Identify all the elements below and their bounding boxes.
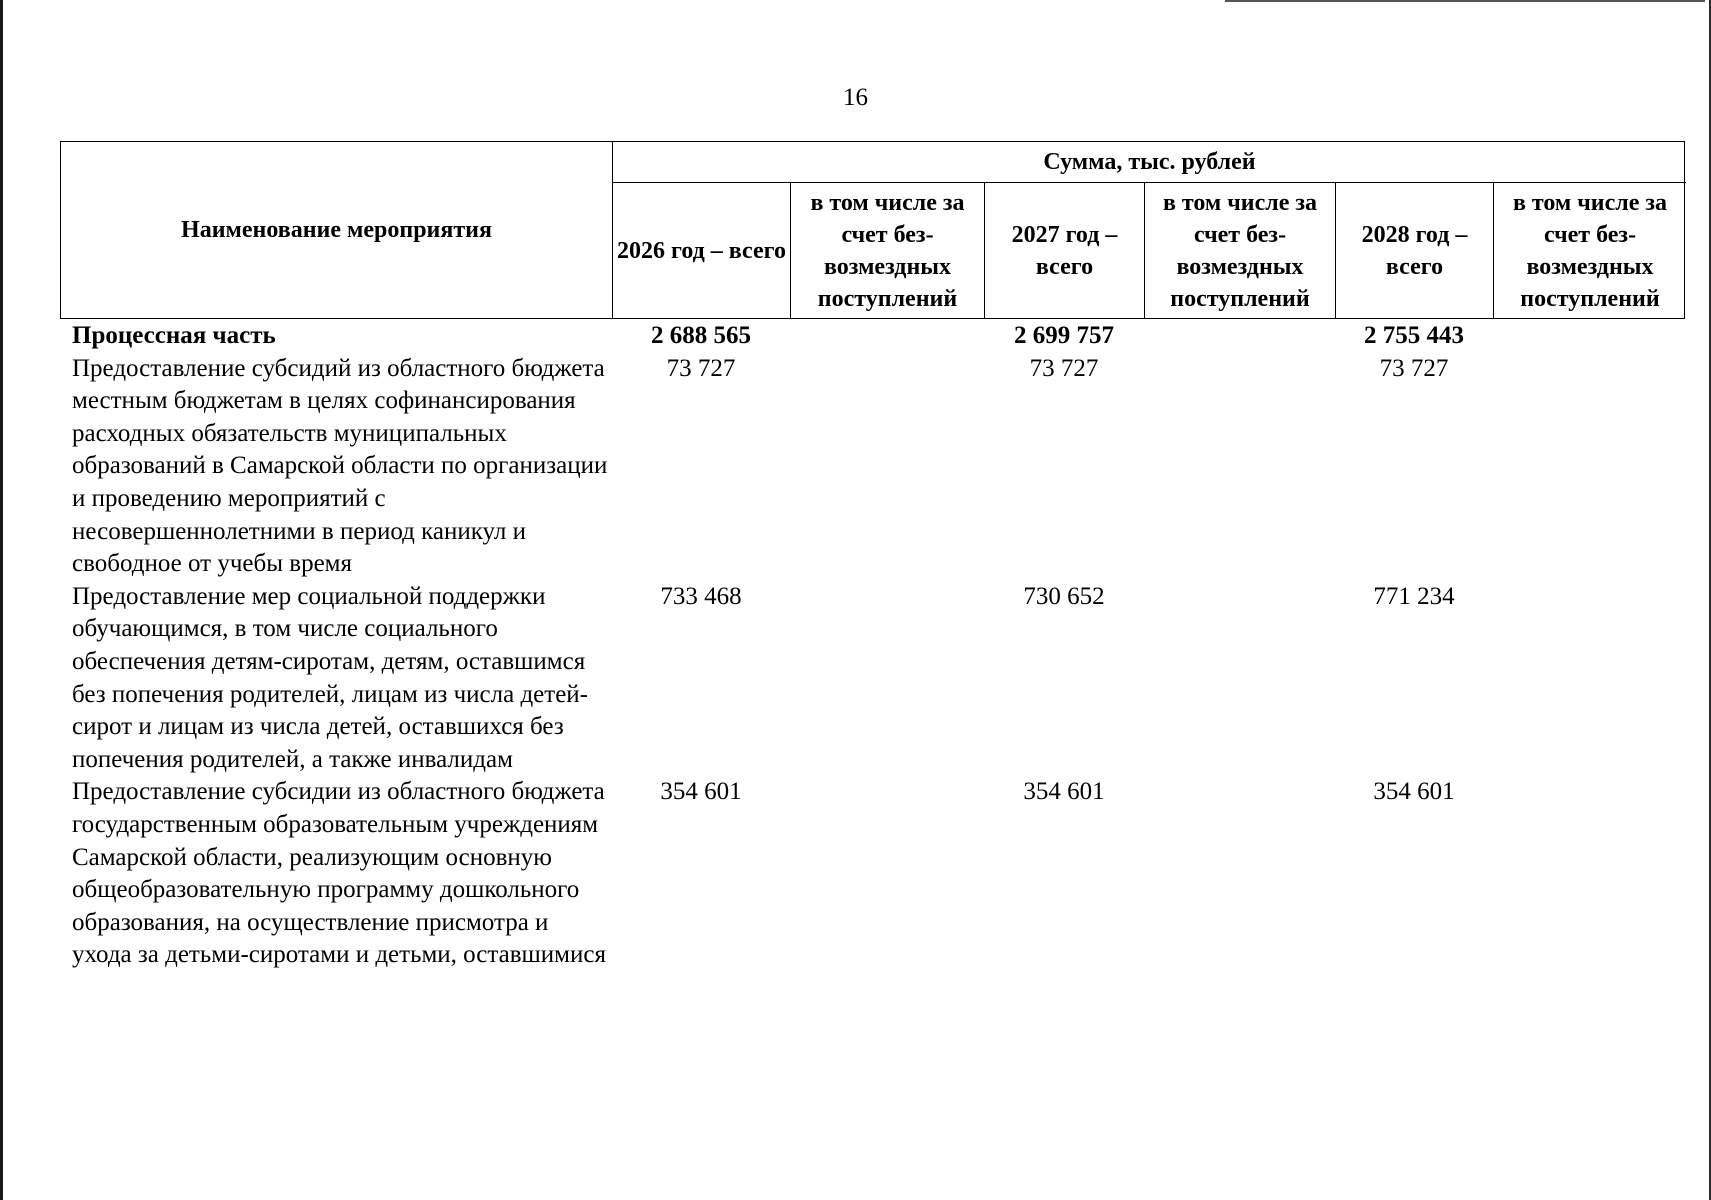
table-row xyxy=(60,776,1685,972)
header-2028-total: 2028 год – всего xyxy=(1336,183,1494,318)
page-number: 16 xyxy=(843,84,868,111)
cell-2028-gratuitous xyxy=(1493,776,1685,972)
cell-2027-gratuitous xyxy=(1144,320,1335,353)
cell-2028-gratuitous xyxy=(1493,581,1685,777)
table-row xyxy=(60,320,1685,353)
cell-2028-gratuitous xyxy=(1493,320,1685,353)
table-header xyxy=(60,141,1685,319)
header-2026-total: 2026 год – всего xyxy=(613,183,791,318)
cell-2028-total: 2 755 443 xyxy=(1364,322,1464,349)
header-2026-gratuitous: в том числе за счет без-возмездных поступлений xyxy=(791,183,985,318)
cell-2028-total: 354 601 xyxy=(1373,778,1455,806)
cell-2027-total: 730 652 xyxy=(1023,582,1105,610)
cell-2026-gratuitous xyxy=(790,353,984,581)
header-sum-group: Сумма, тыс. рублей xyxy=(613,142,1686,183)
cell-2026-total: 733 468 xyxy=(660,582,742,610)
cell-2027-total: 73 727 xyxy=(1029,354,1099,382)
cell-2026-total: 2 688 565 xyxy=(651,322,751,349)
cell-2027-total: 354 601 xyxy=(1023,778,1105,806)
cell-2026-total: 73 727 xyxy=(666,354,736,382)
cell-2027-total: 2 699 757 xyxy=(1014,322,1114,349)
header-2027-total: 2027 год – всего xyxy=(985,183,1145,318)
cell-2026-gratuitous xyxy=(790,776,984,972)
cell-2028-total: 771 234 xyxy=(1373,582,1455,610)
header-activity-name: Наименование мероприятия xyxy=(61,142,613,318)
table-body xyxy=(60,320,1685,972)
cell-2028-total: 73 727 xyxy=(1379,354,1449,382)
cell-2027-gratuitous xyxy=(1144,776,1335,972)
row-name: Процессная часть xyxy=(72,322,276,349)
table-row xyxy=(60,581,1685,777)
scan-left-edge xyxy=(0,0,3,1200)
header-2028-gratuitous: в том числе за счет без-возмездных поступлений xyxy=(1512,189,1668,312)
header-2027-gratuitous: в том числе за счет без-возмездных поступлений xyxy=(1145,183,1336,318)
row-name: Предоставление субсидии из областного бюджета государственным образовательным учреждениям Самарской области, реализующим основную общеобразовательную программу дошкольного образования, на осуществление присмотра и ухода за детьми-сиротами и детьми, оставшимися xyxy=(72,778,606,969)
row-name: Предоставление мер социальной поддержки обучающимся, в том числе социального обеспечения детям-сиротам, детям, оставшимся без попечения родителей, лицам из числа детей-сирот и лицам из числа детей, оставшихся без попечения родителей, а также инвалидам xyxy=(72,582,588,773)
table-row xyxy=(60,353,1685,581)
cell-2026-total: 354 601 xyxy=(660,778,742,806)
cell-2026-gratuitous xyxy=(790,320,984,353)
cell-2028-gratuitous xyxy=(1493,353,1685,581)
cell-2026-gratuitous xyxy=(790,581,984,777)
cell-2027-gratuitous xyxy=(1144,581,1335,777)
scan-top-line xyxy=(1225,0,1705,2)
cell-2027-gratuitous xyxy=(1144,353,1335,581)
row-name: Предоставление субсидий из областного бюджета местным бюджетам в целях софинансирования расходных обязательств муниципальных образований в Самарской области по организации и проведению мероприятий с несовершеннолетними в период каникул и свободное от учебы время xyxy=(72,354,608,578)
